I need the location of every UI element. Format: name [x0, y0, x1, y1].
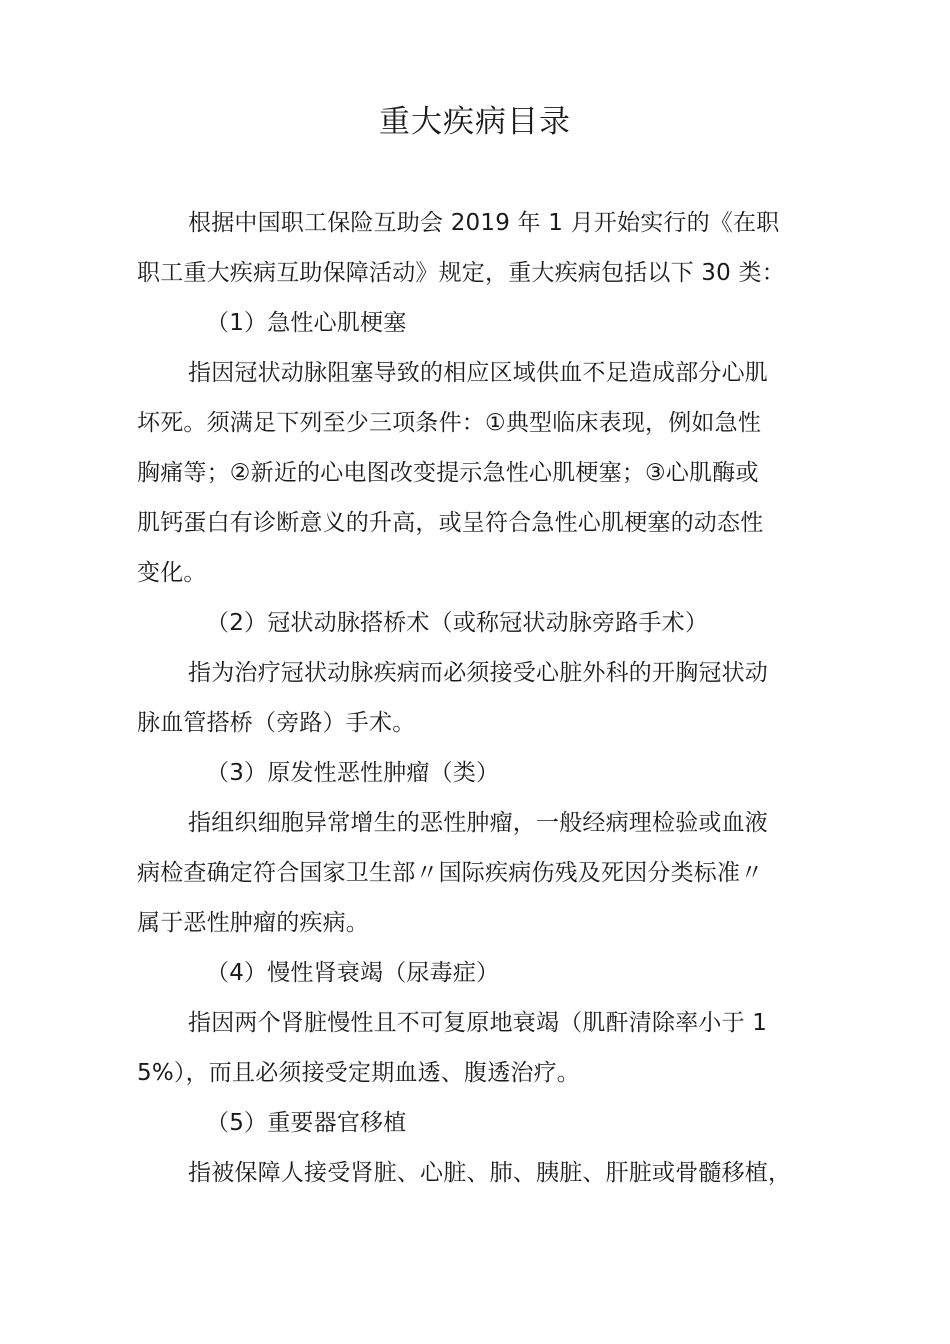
- section-heading: （1）急性心肌梗塞: [206, 310, 407, 336]
- paragraph-line: 根据中国职工保险互助会 2019 年 1 月开始实行的《在职: [188, 210, 780, 236]
- section-heading: （3）原发性恶性肿瘤（类）: [206, 760, 500, 786]
- paragraph-line: 变化。: [137, 560, 207, 586]
- paragraph-line: 指为治疗冠状动脉疾病而必须接受心脏外科的开胸冠状动: [188, 660, 768, 686]
- paragraph-line: 指因冠状动脉阻塞导致的相应区域供血不足造成部分心肌: [188, 360, 768, 386]
- section-heading: （5）重要器官移植: [206, 1110, 407, 1136]
- section-heading: （4）慢性肾衰竭（尿毒症）: [206, 960, 500, 986]
- paragraph-line: 属于恶性肿瘤的疾病。: [137, 910, 369, 936]
- section-heading: （2）冠状动脉搭桥术（或称冠状动脉旁路手术）: [206, 610, 709, 636]
- paragraph-line: 指组织细胞异常增生的恶性肿瘤，一般经病理检验或血液: [188, 810, 768, 836]
- paragraph-line: 肌钙蛋白有诊断意义的升高，或呈符合急性心肌梗塞的动态性: [137, 510, 764, 536]
- paragraph-line: 职工重大疾病互助保障活动》规定，重大疾病包括以下 30 类：: [137, 260, 785, 286]
- paragraph-line: 脉血管搭桥（旁路）手术。: [137, 710, 416, 736]
- paragraph-line: 胸痛等；②新近的心电图改变提示急性心肌梗塞；③心肌酶或: [137, 460, 759, 486]
- paragraph-line: 5%），而且必须接受定期血透、腹透治疗。: [137, 1060, 580, 1086]
- paragraph-line: 坏死。须满足下列至少三项条件：①典型临床表现，例如急性: [137, 410, 762, 436]
- paragraph-line: 指因两个肾脏慢性且不可复原地衰竭（肌酐清除率小于 1: [188, 1010, 768, 1036]
- document-title: 重大疾病目录: [379, 104, 571, 140]
- paragraph-line: 指被保障人接受肾脏、心脏、肺、胰脏、肝脏或骨髓移植，: [188, 1160, 792, 1186]
- paragraph-line: 病检查确定符合国家卫生部〃国际疾病伤残及死因分类标准〃: [137, 860, 764, 886]
